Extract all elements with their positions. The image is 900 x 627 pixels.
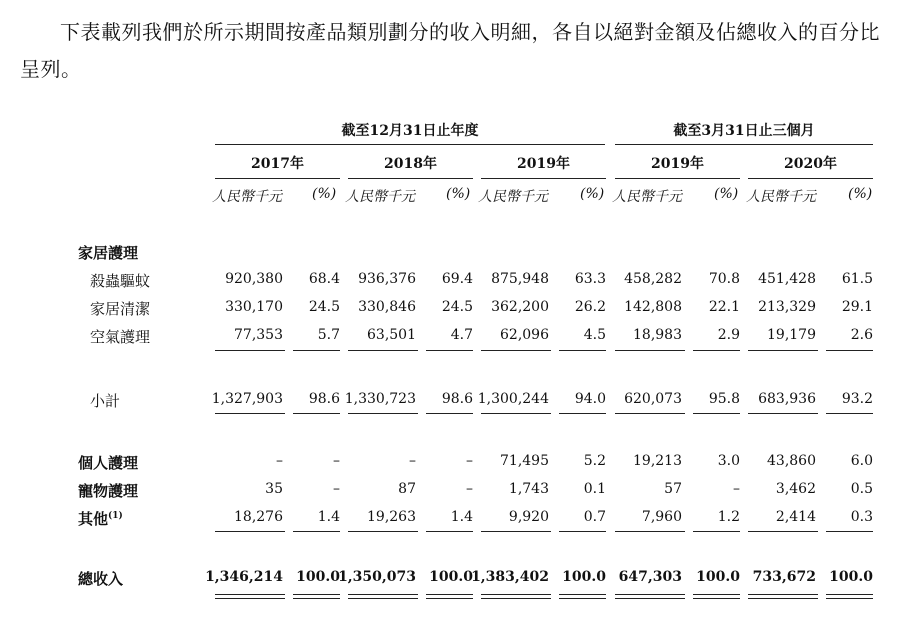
rule-pre-subtotal-amt-q1-2020 [748, 350, 818, 351]
cell-air-pct-2019: 4.5 [583, 327, 606, 343]
cell-pet-pct-q1-2020: 0.5 [850, 481, 873, 497]
rule-total-double-a-amt-q1-2019 [615, 594, 685, 595]
rule-post-subtotal-pct-2018 [426, 413, 473, 414]
period-header-quarter-rule [615, 144, 873, 145]
period-header-annual: 截至12月31日止年度 [341, 123, 479, 139]
rule-pre-subtotal-pct-2019 [559, 350, 606, 351]
cell-air-amt-2019: 62,096 [500, 327, 549, 343]
year-header-q1-2020: 2020年 [784, 156, 837, 172]
cell-subtotal-amt-q1-2020: 683,936 [758, 391, 816, 407]
rule-total-double-a-pct-2018 [426, 594, 473, 595]
cell-personal-pct-q1-2019: 3.0 [717, 453, 740, 469]
rule-post-others-amt-2019 [481, 531, 551, 532]
rule-total-double-a-pct-q1-2020 [826, 594, 873, 595]
rule-pre-subtotal-pct-2017 [293, 350, 340, 351]
cell-personal-amt-2019: 71,495 [500, 453, 549, 469]
unit-pct-2018: (%) [446, 186, 471, 202]
cell-others-amt-q1-2020: 2,414 [775, 509, 816, 525]
rule-pre-subtotal-amt-2017 [215, 350, 285, 351]
cell-total-pct-2019: 100.0 [562, 569, 606, 585]
cell-others-amt-2017: 18,276 [234, 509, 283, 525]
cell-others-amt-2019: 9,920 [508, 509, 549, 525]
rule-post-others-amt-q1-2019 [615, 531, 685, 532]
rule-post-others-amt-q1-2020 [748, 531, 818, 532]
cell-subtotal-pct-q1-2020: 93.2 [841, 391, 873, 407]
unit-pct-q1-2020: (%) [848, 186, 873, 202]
cell-subtotal-pct-2018: 98.6 [441, 391, 473, 407]
cell-personal-amt-2017: – [276, 453, 283, 469]
cell-subtotal-pct-2019: 94.0 [574, 391, 606, 407]
rule-total-double-b-pct-q1-2020 [826, 598, 873, 599]
cell-total-amt-q1-2019: 647,303 [618, 569, 682, 585]
rule-total-double-b-pct-2017 [293, 598, 340, 599]
cell-total-amt-2017: 1,346,214 [205, 569, 283, 585]
year-header-2018: 2018年 [384, 156, 437, 172]
row-label-total: 總收入 [78, 570, 124, 588]
cell-pet-amt-q1-2020: 3,462 [775, 481, 816, 497]
rule-total-double-a-amt-2019 [481, 594, 551, 595]
rule-post-subtotal-pct-q1-2019 [693, 413, 740, 414]
rule-post-subtotal-pct-q1-2020 [826, 413, 873, 414]
period-header-annual-rule [215, 144, 605, 145]
rule-post-others-pct-q1-2020 [826, 531, 873, 532]
cell-total-amt-2019: 1,383,402 [471, 569, 549, 585]
year-rule-2017 [215, 178, 340, 179]
row-label-subtotal: 小計 [90, 392, 121, 410]
rule-total-double-a-pct-2019 [559, 594, 606, 595]
cell-insect-amt-q1-2019: 458,282 [624, 271, 682, 287]
cell-subtotal-pct-2017: 98.6 [308, 391, 340, 407]
cell-pet-amt-2018: 87 [398, 481, 416, 497]
cell-total-amt-q1-2020: 733,672 [752, 569, 816, 585]
cell-home-clean-amt-q1-2019: 142,808 [624, 299, 682, 315]
year-rule-q1-2019 [615, 178, 740, 179]
cell-total-pct-2018: 100.0 [429, 569, 473, 585]
cell-insect-pct-2017: 68.4 [308, 271, 340, 287]
rule-pre-subtotal-pct-2018 [426, 350, 473, 351]
year-header-q1-2019: 2019年 [651, 156, 704, 172]
cell-others-amt-q1-2019: 7,960 [641, 509, 682, 525]
cell-personal-amt-q1-2020: 43,860 [767, 453, 816, 469]
row-label-insect: 殺蟲驅蚊 [90, 272, 151, 290]
intro-paragraph: 下表載列我們於所示期間按產品類別劃分的收入明細，各自以絕對金額及佔總收入的百分比呈列。 [20, 20, 880, 81]
period-header-quarter: 截至3月31日止三個月 [673, 123, 815, 139]
rule-total-double-a-amt-q1-2020 [748, 594, 818, 595]
row-label-home-clean: 家居清潔 [90, 300, 151, 318]
rule-total-double-b-amt-q1-2020 [748, 598, 818, 599]
cell-air-amt-q1-2019: 18,983 [633, 327, 682, 343]
row-label-others-text: 其他 [78, 510, 109, 528]
cell-pet-pct-2017: – [333, 481, 340, 497]
rule-post-others-pct-2018 [426, 531, 473, 532]
rule-total-double-b-amt-2019 [481, 598, 551, 599]
cell-insect-amt-2019: 875,948 [491, 271, 549, 287]
cell-air-pct-q1-2020: 2.6 [850, 327, 873, 343]
cell-total-pct-2017: 100.0 [296, 569, 340, 585]
rule-total-double-b-amt-2017 [215, 598, 285, 599]
cell-home-clean-amt-2017: 330,170 [225, 299, 283, 315]
section-home-care: 家居護理 [78, 244, 139, 262]
cell-insect-pct-2019: 63.3 [574, 271, 606, 287]
year-rule-q1-2020 [748, 178, 873, 179]
cell-personal-pct-2017: – [333, 453, 340, 469]
cell-pet-pct-q1-2019: – [733, 481, 740, 497]
cell-subtotal-amt-2019: 1,300,244 [477, 391, 549, 407]
rule-post-others-pct-q1-2019 [693, 531, 740, 532]
row-label-pet: 寵物護理 [78, 482, 139, 500]
rule-post-subtotal-pct-2017 [293, 413, 340, 414]
rule-post-subtotal-amt-2019 [481, 413, 551, 414]
unit-pct-2017: (%) [312, 186, 337, 202]
cell-total-pct-q1-2019: 100.0 [696, 569, 740, 585]
cell-air-pct-q1-2019: 2.9 [717, 327, 740, 343]
cell-air-pct-2017: 5.7 [317, 327, 340, 343]
rule-post-subtotal-amt-2017 [215, 413, 285, 414]
year-rule-2019 [481, 178, 606, 179]
rule-total-double-a-amt-2017 [215, 594, 285, 595]
cell-pet-amt-q1-2019: 57 [664, 481, 682, 497]
unit-amount-q1-2019: 人民幣千元 [612, 189, 682, 205]
rule-total-double-b-amt-2018 [348, 598, 418, 599]
cell-others-pct-2017: 1.4 [317, 509, 340, 525]
year-header-2017: 2017年 [251, 156, 304, 172]
cell-pet-pct-2019: 0.1 [583, 481, 606, 497]
rule-post-subtotal-amt-q1-2020 [748, 413, 818, 414]
cell-home-clean-pct-q1-2020: 29.1 [841, 299, 873, 315]
cell-personal-amt-q1-2019: 19,213 [633, 453, 682, 469]
cell-personal-pct-q1-2020: 6.0 [850, 453, 873, 469]
cell-personal-pct-2018: – [466, 453, 473, 469]
cell-subtotal-amt-q1-2019: 620,073 [624, 391, 682, 407]
rule-post-others-pct-2017 [293, 531, 340, 532]
cell-insect-amt-2017: 920,380 [225, 271, 283, 287]
rule-post-subtotal-amt-2018 [348, 413, 418, 414]
rule-total-double-b-pct-2019 [559, 598, 606, 599]
row-label-others [78, 508, 123, 529]
cell-subtotal-pct-q1-2019: 95.8 [708, 391, 740, 407]
rule-post-others-amt-2018 [348, 531, 418, 532]
cell-total-amt-2018: 1,350,073 [338, 569, 416, 585]
year-header-2019: 2019年 [517, 156, 570, 172]
unit-amount-2019: 人民幣千元 [478, 189, 548, 205]
cell-pet-amt-2019: 1,743 [508, 481, 549, 497]
cell-insect-pct-q1-2019: 70.8 [708, 271, 740, 287]
footnote-marker: (1) [108, 511, 123, 521]
rule-total-double-b-amt-q1-2019 [615, 598, 685, 599]
cell-home-clean-pct-2018: 24.5 [441, 299, 473, 315]
cell-insect-amt-2018: 936,376 [358, 271, 416, 287]
cell-personal-amt-2018: – [409, 453, 416, 469]
rule-total-double-a-pct-q1-2019 [693, 594, 740, 595]
cell-subtotal-amt-2017: 1,327,903 [211, 391, 283, 407]
rule-pre-subtotal-amt-2018 [348, 350, 418, 351]
row-label-air: 空氣護理 [90, 328, 151, 346]
cell-others-pct-2019: 0.7 [583, 509, 606, 525]
cell-home-clean-amt-q1-2020: 213,329 [758, 299, 816, 315]
rule-post-others-amt-2017 [215, 531, 285, 532]
unit-pct-q1-2019: (%) [714, 186, 739, 202]
cell-home-clean-pct-2019: 26.2 [574, 299, 606, 315]
cell-home-clean-pct-q1-2019: 22.1 [708, 299, 740, 315]
cell-home-clean-pct-2017: 24.5 [308, 299, 340, 315]
rule-pre-subtotal-pct-q1-2019 [693, 350, 740, 351]
cell-air-amt-2018: 63,501 [367, 327, 416, 343]
rule-total-double-b-pct-q1-2019 [693, 598, 740, 599]
rule-post-subtotal-amt-q1-2019 [615, 413, 685, 414]
cell-others-pct-2018: 1.4 [450, 509, 473, 525]
unit-amount-q1-2020: 人民幣千元 [746, 189, 816, 205]
unit-amount-2017: 人民幣千元 [212, 189, 282, 205]
cell-home-clean-amt-2019: 362,200 [491, 299, 549, 315]
rule-pre-subtotal-amt-q1-2019 [615, 350, 685, 351]
rule-post-subtotal-pct-2019 [559, 413, 606, 414]
cell-others-pct-q1-2020: 0.3 [850, 509, 873, 525]
cell-air-amt-2017: 77,353 [234, 327, 283, 343]
rule-post-others-pct-2019 [559, 531, 606, 532]
cell-insect-pct-2018: 69.4 [441, 271, 473, 287]
cell-personal-pct-2019: 5.2 [583, 453, 606, 469]
cell-others-pct-q1-2019: 1.2 [717, 509, 740, 525]
cell-insect-amt-q1-2020: 451,428 [758, 271, 816, 287]
cell-insect-pct-q1-2020: 61.5 [841, 271, 873, 287]
row-label-personal: 個人護理 [78, 454, 139, 472]
cell-subtotal-amt-2018: 1,330,723 [344, 391, 416, 407]
unit-amount-2018: 人民幣千元 [345, 189, 415, 205]
cell-total-pct-q1-2020: 100.0 [829, 569, 873, 585]
rule-total-double-a-pct-2017 [293, 594, 340, 595]
unit-pct-2019: (%) [580, 186, 605, 202]
cell-air-amt-q1-2020: 19,179 [767, 327, 816, 343]
rule-total-double-a-amt-2018 [348, 594, 418, 595]
rule-pre-subtotal-amt-2019 [481, 350, 551, 351]
rule-pre-subtotal-pct-q1-2020 [826, 350, 873, 351]
rule-total-double-b-pct-2018 [426, 598, 473, 599]
cell-home-clean-amt-2018: 330,846 [358, 299, 416, 315]
cell-pet-pct-2018: – [466, 481, 473, 497]
cell-pet-amt-2017: 35 [265, 481, 283, 497]
cell-air-pct-2018: 4.7 [450, 327, 473, 343]
cell-others-amt-2018: 19,263 [367, 509, 416, 525]
year-rule-2018 [348, 178, 473, 179]
